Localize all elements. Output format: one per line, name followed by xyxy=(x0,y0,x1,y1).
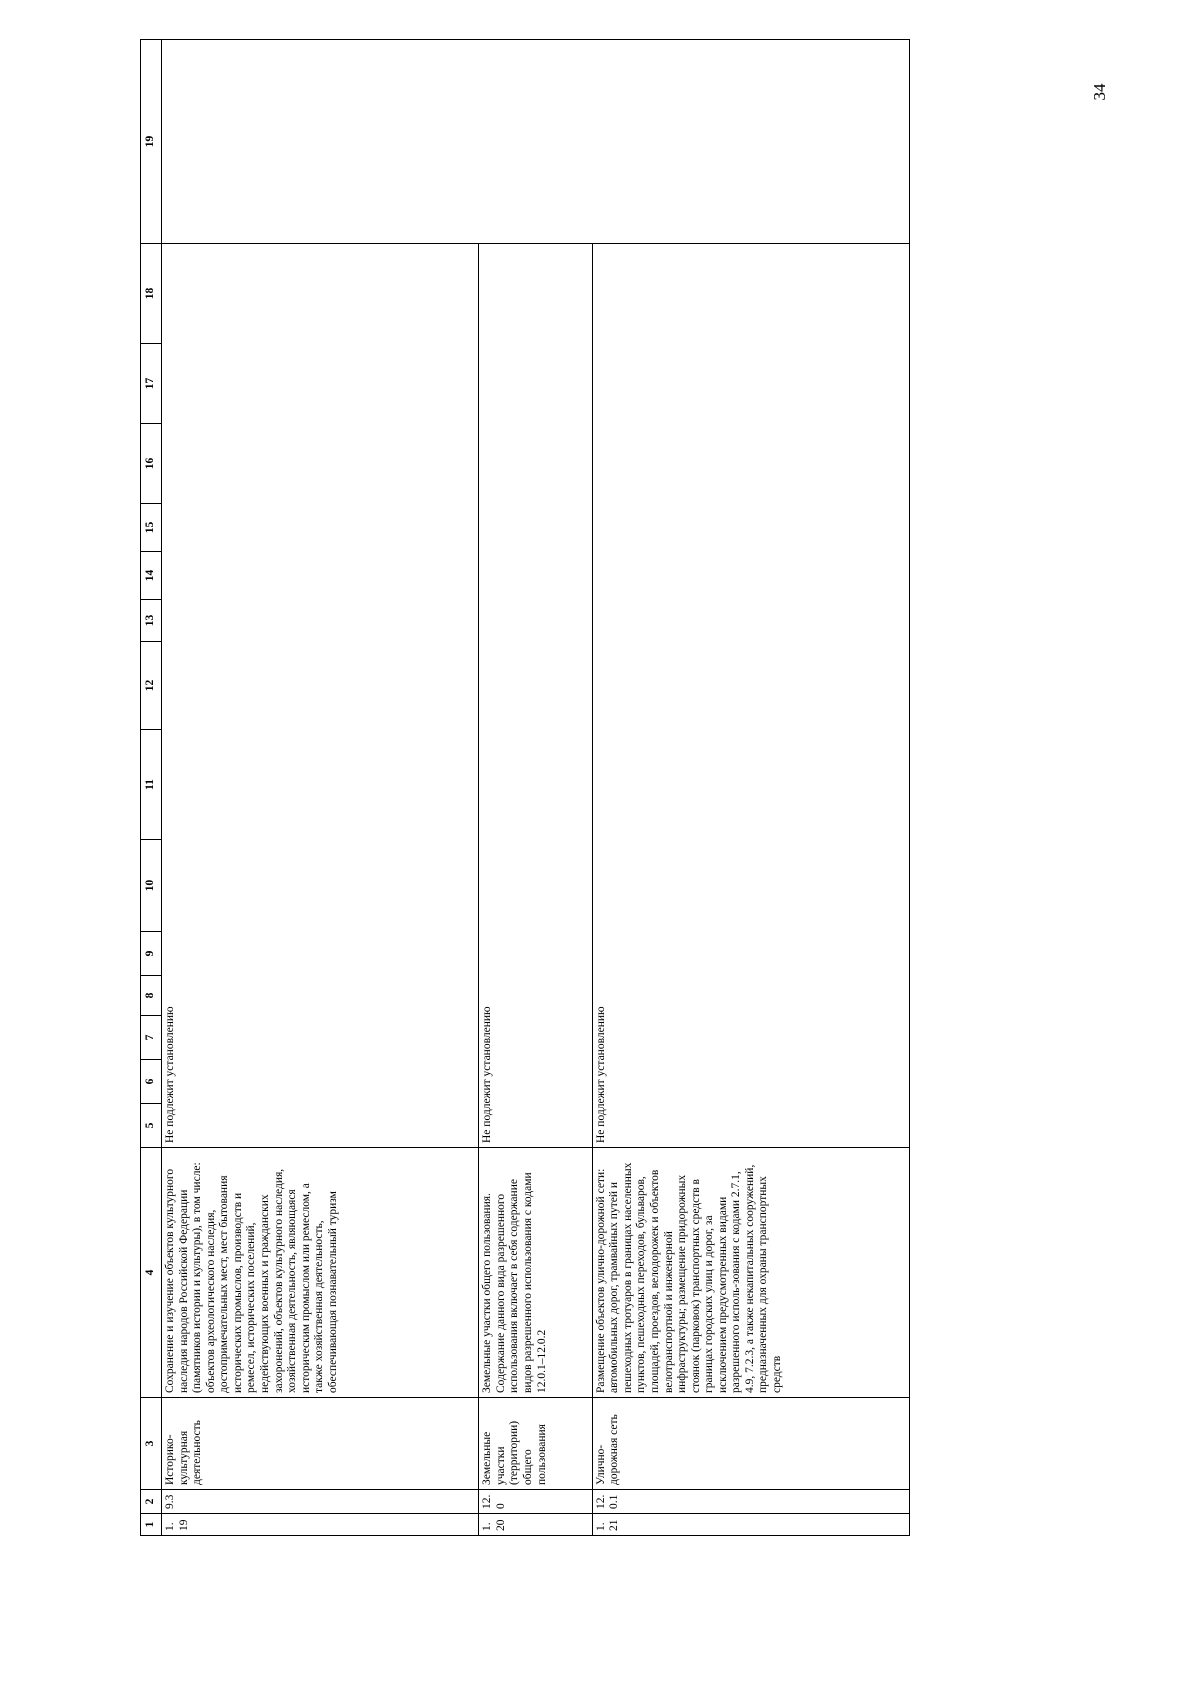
header-col-3: 3 xyxy=(141,1398,162,1490)
row-use-name: Историко-культурная деятельность xyxy=(162,1398,479,1490)
row-use-name: Земельные участки (территории) общего пользования xyxy=(479,1398,592,1490)
rotated-table-wrapper xyxy=(140,80,910,1536)
header-col-16: 16 xyxy=(141,424,162,504)
row-number: 1.21 xyxy=(592,1514,909,1536)
header-col-8: 8 xyxy=(141,976,162,1016)
header-col-1: 1 xyxy=(141,1514,162,1536)
header-col-19: 19 xyxy=(141,40,162,244)
row-col-19 xyxy=(162,40,910,244)
row-number: 1.20 xyxy=(479,1514,592,1536)
table-row xyxy=(162,40,479,1536)
header-col-5: 5 xyxy=(141,1104,162,1148)
header-col-9: 9 xyxy=(141,932,162,976)
header-col-4: 4 xyxy=(141,1148,162,1398)
header-col-18: 18 xyxy=(141,244,162,344)
header-col-13: 13 xyxy=(141,600,162,642)
header-col-10: 10 xyxy=(141,840,162,932)
header-col-2: 2 xyxy=(141,1490,162,1514)
table-row xyxy=(592,40,909,1536)
row-number: 1.19 xyxy=(162,1514,479,1536)
header-col-7: 7 xyxy=(141,1016,162,1060)
row-use-description: Земельные участки общего пользования. Содержание данного вида разрешенного использования включает в себя содержание видов разрешенного использования с кодами 12.0.1–12.0.2 xyxy=(479,1148,592,1398)
row-use-description: Размещение объектов улично-дорожной сети: автомобильных дорог, трамвайных путей и пешеходных тротуаров в границах населенных пунктов, пешеходных переходов, бульваров, площадей, проездов, велодорожек и объектов велотранспортной и инженерной инфраструктуры; размещение придорожных стоянок (парковок) транспортных средств в границах городских улиц и дорог, за исключением предусмотренных видами разрешенного исполь-зования с кодами 2.7.1, 4.9, 7.2.3, а также некапитальных сооружений, предназначенных для охраны транспортных средств xyxy=(592,1148,909,1398)
row-parameters: Не подлежит установлению xyxy=(479,244,592,1148)
header-col-11: 11 xyxy=(141,730,162,840)
row-use-name: Улично-дорожная сеть xyxy=(592,1398,909,1490)
row-code: 12.0 xyxy=(479,1490,592,1514)
row-use-description: Сохранение и изучение объектов культурного наследия народов Российской Федерации (памятников истории и культуры), в том числе: объектов археологического наследия, достопримечательных мест, мест бытования исторических промыслов, производств и ремесел, исторических поселений, недействующих военных и гражданских захоронений, объектов культурного наследия, хозяйственная деятельность, являющаяся историческим промыслом или ремеслом, а также хозяйственная деятельность, обеспечивающая познавательный туризм xyxy=(162,1148,479,1398)
row-code: 12.0.1 xyxy=(592,1490,909,1514)
header-col-14: 14 xyxy=(141,552,162,600)
header-col-6: 6 xyxy=(141,1060,162,1104)
row-code: 9.3 xyxy=(162,1490,479,1514)
header-row xyxy=(141,40,162,1536)
header-col-15: 15 xyxy=(141,504,162,552)
regulations-table xyxy=(140,39,910,1536)
header-col-17: 17 xyxy=(141,344,162,424)
header-col-12: 12 xyxy=(141,642,162,730)
table-row xyxy=(479,40,592,1536)
page-number: 34 xyxy=(1090,83,1109,101)
row-parameters: Не подлежит установлению xyxy=(162,244,479,1148)
row-parameters: Не подлежит установлению xyxy=(592,244,909,1148)
